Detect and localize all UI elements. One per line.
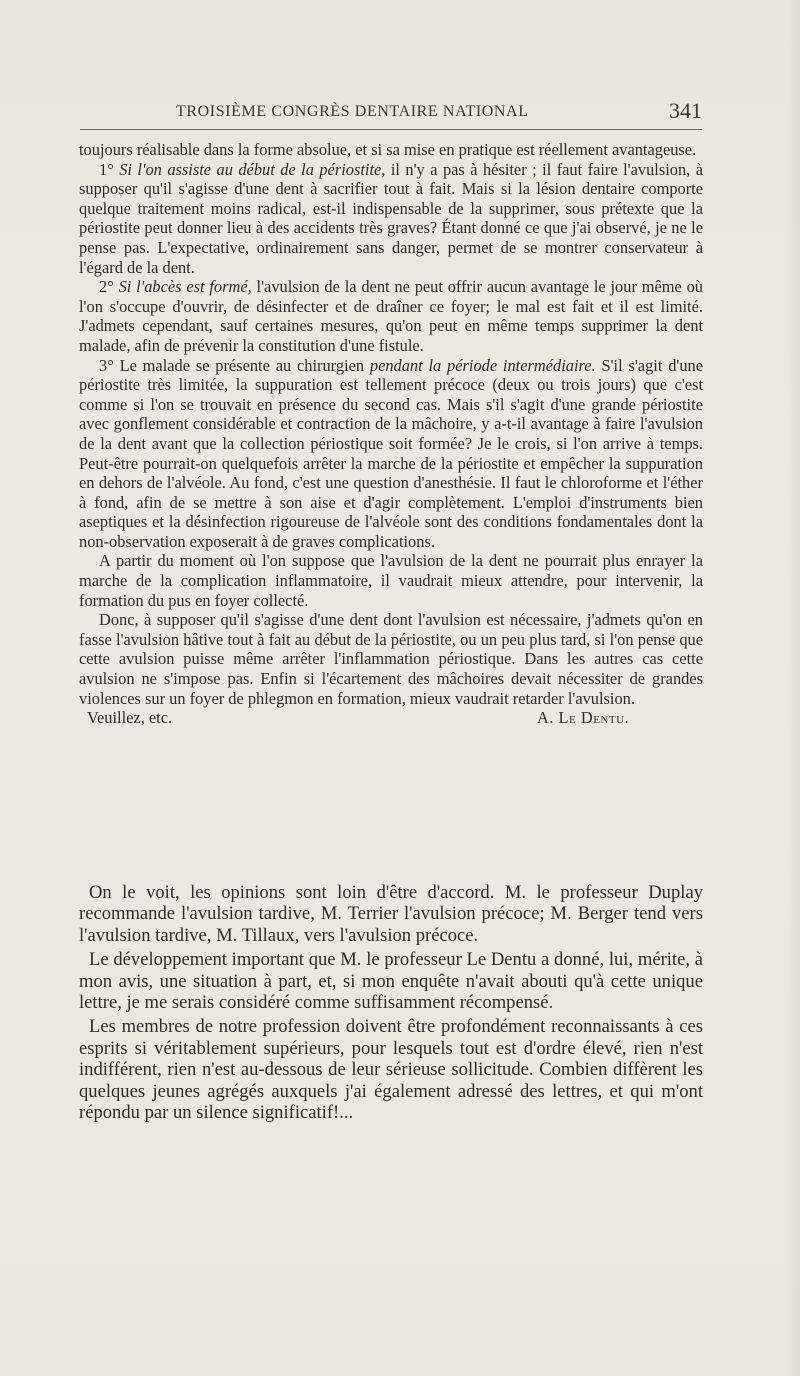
page-header: [80, 98, 702, 129]
letter-paragraph-continuation: toujours réalisable dans la forme absolue, et si sa mise en pratique est réellement avantageuse.: [79, 140, 697, 159]
running-head: TROISIÈME CONGRÈS DENTAIRE NATIONAL: [176, 103, 529, 120]
letter-signoff: [79, 708, 703, 728]
letter-closing: Veuillez, etc.: [87, 708, 173, 728]
point-3-emphasis: pendant la période intermédiaire.: [369, 355, 596, 375]
point-2-text: l'avulsion de la dent ne peut offrir aucun avantage le jour même où l'on s'occupe d'ouvrir, de désinfecter et de draîner ce foyer; le mal est fait et il est limité. J'admets cependant, sauf certaines mesures, qu'on peut en même temps supprimer la dent malade, afin de prévenir la constitution d'une fistule.: [79, 277, 703, 355]
commentary-paragraph-3: Les membres de notre profession doivent être profondément reconnaissants à ces esprits si véritablement supérieurs, pour lesquels tout est d'ordre élevé, rien n'est indifférent, rien n'est au-dessous de leur sérieuse sollicitude. Combien diffèrent les quelques jeunes agrégés auxquels j'ai également adressé des lettres, et qui m'ont répondu par un silence significatif!...: [79, 1016, 703, 1124]
point-3-lead: Le malade se présente au chirurgien: [119, 355, 365, 375]
letter-signature: A. Le Dentu.: [537, 708, 630, 728]
point-1-emphasis: Si l'on assiste au début de la périostite,: [119, 159, 386, 179]
letter-paragraph-4: A partir du moment où l'on suppose que l'avulsion de la dent ne pourrait plus enrayer la marche de la complication inflammatoire, il vaudrait mieux attendre, pour intervenir, la formation du pus en foyer collecté.: [79, 551, 703, 610]
letter-paragraph-point-3: [79, 356, 703, 552]
commentary-paragraph-2: Le développement important que M. le professeur Le Dentu a donné, lui, mérite, à mon avis, une situation à part, et, si mon enquête n'avait abouti qu'à cette unique lettre, je me serais considéré comme suffisamment récompensé.: [79, 949, 703, 1014]
page-number: 341: [669, 98, 702, 123]
author-commentary: [79, 882, 703, 1126]
quoted-letter: [79, 140, 703, 728]
point-1-text: il n'y a pas à hésiter ; il faut faire l'avulsion, à supposer qu'il s'agisse d'une dent à sacrifier tout à fait. Mais si la lésion dentaire comporte quelque traitement moins radical, est-il indispensable de la supprimer, sous prétexte que la périostite peut donner lieu à des accidents très graves? Étant donné ce que j'ai observé, je ne le pense pas. L'expectative, ordinairement sans danger, permet de se montrer conservateur à l'égard de la dent.: [79, 159, 703, 277]
point-3-number: 3°: [99, 355, 114, 375]
point-2-emphasis: Si l'abcès est formé,: [118, 277, 252, 297]
point-3-text: S'il s'agit d'une périostite très limitée, la suppuration est tellement précoce (deux ou trois jours) que c'est comme si l'on se trouvait en présence du second cas. Mais s'il s'agit d'une grande périostite avec gonflement considérable et contraction de la mâchoire, y a-t-il avantage à faire l'avulsion de la dent avant que la collection périostique soit formée? Je le crois, si l'on arrive à temps. Peut-être pourrait-on quelquefois arrêter la marche de la périostite et empêcher la suppuration en dehors de l'alvéole. Au fond, c'est une question d'anesthésie. Il faut le chloroforme et l'éther à fond, afin de se mettre à son aise et d'agir complètement. L'emploi d'instruments bien aseptiques et la désinfection rigoureuse de l'alvéole sont des conditions fondamentales dont la non-observation exposerait à de graves complications.: [79, 355, 704, 551]
page-edge-shadow: [786, 0, 800, 1376]
letter-paragraph-5: Donc, à supposer qu'il s'agisse d'une dent dont l'avulsion est nécessaire, j'admets qu'on en fasse l'avulsion hâtive tout à fait au début de la périostite, ou un peu plus tard, si l'on pense que cette avulsion puisse même arrêter l'inflammation périostique. Dans les autres cas cette avulsion ne s'impose pas. Enfin si l'écartement des mâchoires devait nécessiter de grandes violences sur un foyer de phlegmon en formation, mieux vaudrait retarder l'avulsion.: [79, 610, 703, 708]
point-1-number: 1°: [99, 159, 114, 179]
header-rule: [80, 129, 702, 130]
commentary-paragraph-1: On le voit, les opinions sont loin d'être d'accord. M. le professeur Duplay recommande l'avulsion tardive, M. Terrier l'avulsion précoce; M. Berger tend vers l'avulsion tardive, M. Tillaux, vers l'avulsion précoce.: [79, 882, 703, 946]
letter-paragraph-point-1: [79, 160, 703, 278]
letter-paragraph-point-2: [79, 277, 703, 355]
point-2-number: 2°: [99, 277, 114, 297]
